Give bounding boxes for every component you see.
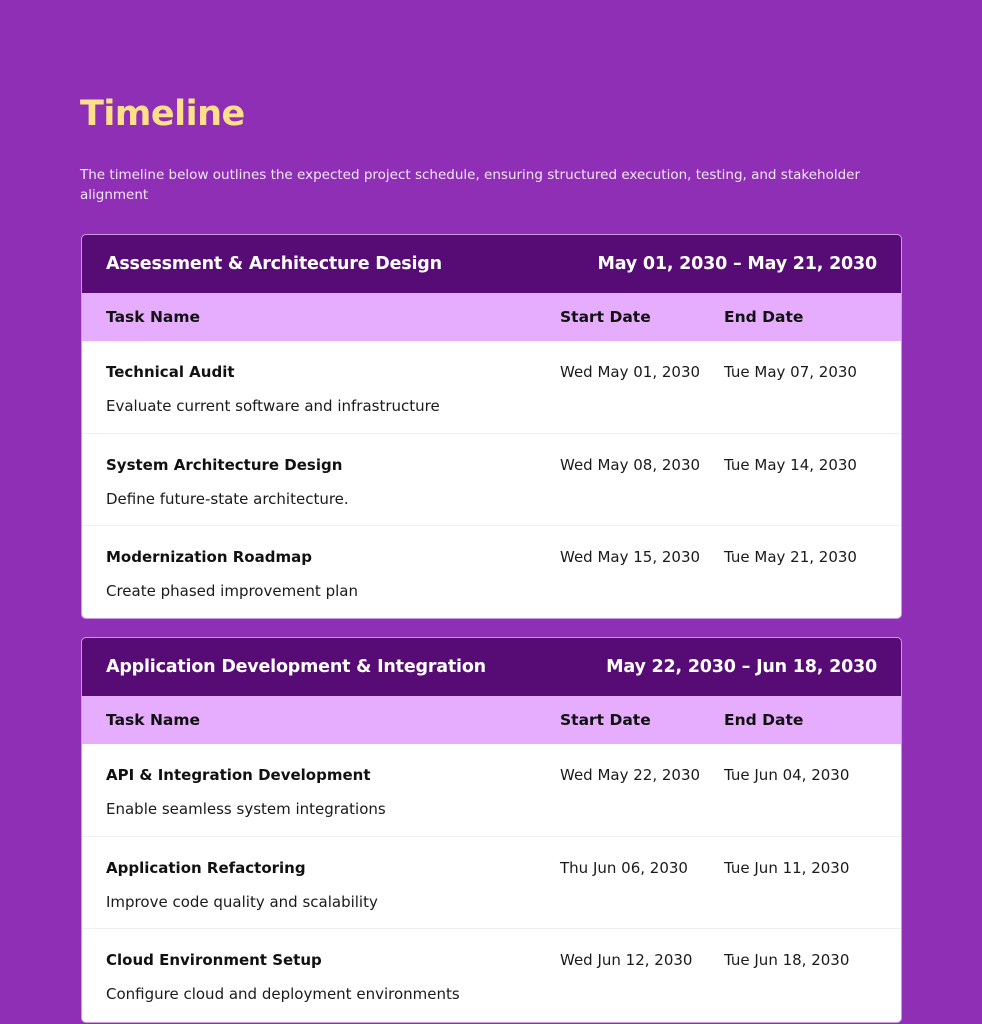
phase-header bbox=[82, 638, 901, 696]
task-name: API & Integration Development bbox=[106, 766, 371, 784]
phase-title: Assessment & Architecture Design bbox=[106, 254, 442, 274]
task-description: Improve code quality and scalability bbox=[106, 892, 378, 911]
task-description: Evaluate current software and infrastructure bbox=[106, 397, 440, 415]
task-start-date: Wed May 08, 2030 bbox=[560, 455, 701, 474]
task-name: System Architecture Design bbox=[106, 455, 343, 474]
task-end-date: Tue Jun 11, 2030 bbox=[724, 858, 850, 877]
task-end-date: Tue May 21, 2030 bbox=[724, 548, 857, 566]
column-header-end-date: End Date bbox=[724, 308, 804, 326]
column-header-row bbox=[82, 293, 901, 341]
column-header-end-date: End Date bbox=[724, 711, 804, 729]
task-name: Application Refactoring bbox=[106, 858, 306, 877]
phase-header bbox=[82, 235, 901, 293]
task-row bbox=[82, 526, 901, 619]
task-start-date: Wed May 15, 2030 bbox=[560, 548, 701, 566]
task-description: Enable seamless system integrations bbox=[106, 800, 386, 818]
page-title: Timeline bbox=[80, 94, 245, 134]
column-header-start-date: Start Date bbox=[560, 308, 651, 326]
phase-card-development bbox=[81, 637, 902, 1023]
task-info bbox=[82, 526, 560, 619]
task-info bbox=[82, 341, 560, 433]
column-header-start-date: Start Date bbox=[560, 711, 651, 729]
task-end-date: Tue May 07, 2030 bbox=[724, 363, 857, 381]
task-name: Technical Audit bbox=[106, 363, 235, 381]
task-end-date: Tue Jun 04, 2030 bbox=[724, 766, 850, 784]
phase-title: Application Development & Integration bbox=[106, 657, 486, 677]
column-header-task-name: Task Name bbox=[106, 711, 201, 729]
task-info bbox=[82, 837, 560, 929]
task-name: Modernization Roadmap bbox=[106, 548, 312, 566]
task-start-date: Wed May 22, 2030 bbox=[560, 766, 701, 784]
task-end-date: Tue May 14, 2030 bbox=[724, 455, 857, 474]
task-row bbox=[82, 837, 901, 930]
phase-date-range: May 01, 2030 – May 21, 2030 bbox=[597, 254, 877, 274]
task-row bbox=[82, 341, 901, 434]
task-info bbox=[82, 434, 560, 526]
task-info bbox=[82, 744, 560, 836]
task-info bbox=[82, 929, 560, 1022]
task-start-date: Wed May 01, 2030 bbox=[560, 363, 701, 381]
task-row bbox=[82, 744, 901, 837]
column-header-row bbox=[82, 696, 901, 744]
task-start-date: Thu Jun 06, 2030 bbox=[560, 858, 688, 877]
phase-date-range: May 22, 2030 – Jun 18, 2030 bbox=[606, 657, 877, 677]
task-description: Create phased improvement plan bbox=[106, 582, 358, 600]
task-row bbox=[82, 929, 901, 1022]
column-header-task-name: Task Name bbox=[106, 308, 201, 326]
task-description: Define future-state architecture. bbox=[106, 489, 349, 508]
task-row bbox=[82, 434, 901, 527]
phase-card-assessment bbox=[81, 234, 902, 619]
task-description: Configure cloud and deployment environments bbox=[106, 985, 460, 1003]
task-name: Cloud Environment Setup bbox=[106, 951, 322, 969]
task-start-date: Wed Jun 12, 2030 bbox=[560, 951, 693, 969]
intro-text: The timeline below outlines the expected project schedule, ensuring structured execution, testing, and stakeholder alignment bbox=[80, 167, 861, 203]
task-end-date: Tue Jun 18, 2030 bbox=[724, 951, 850, 969]
